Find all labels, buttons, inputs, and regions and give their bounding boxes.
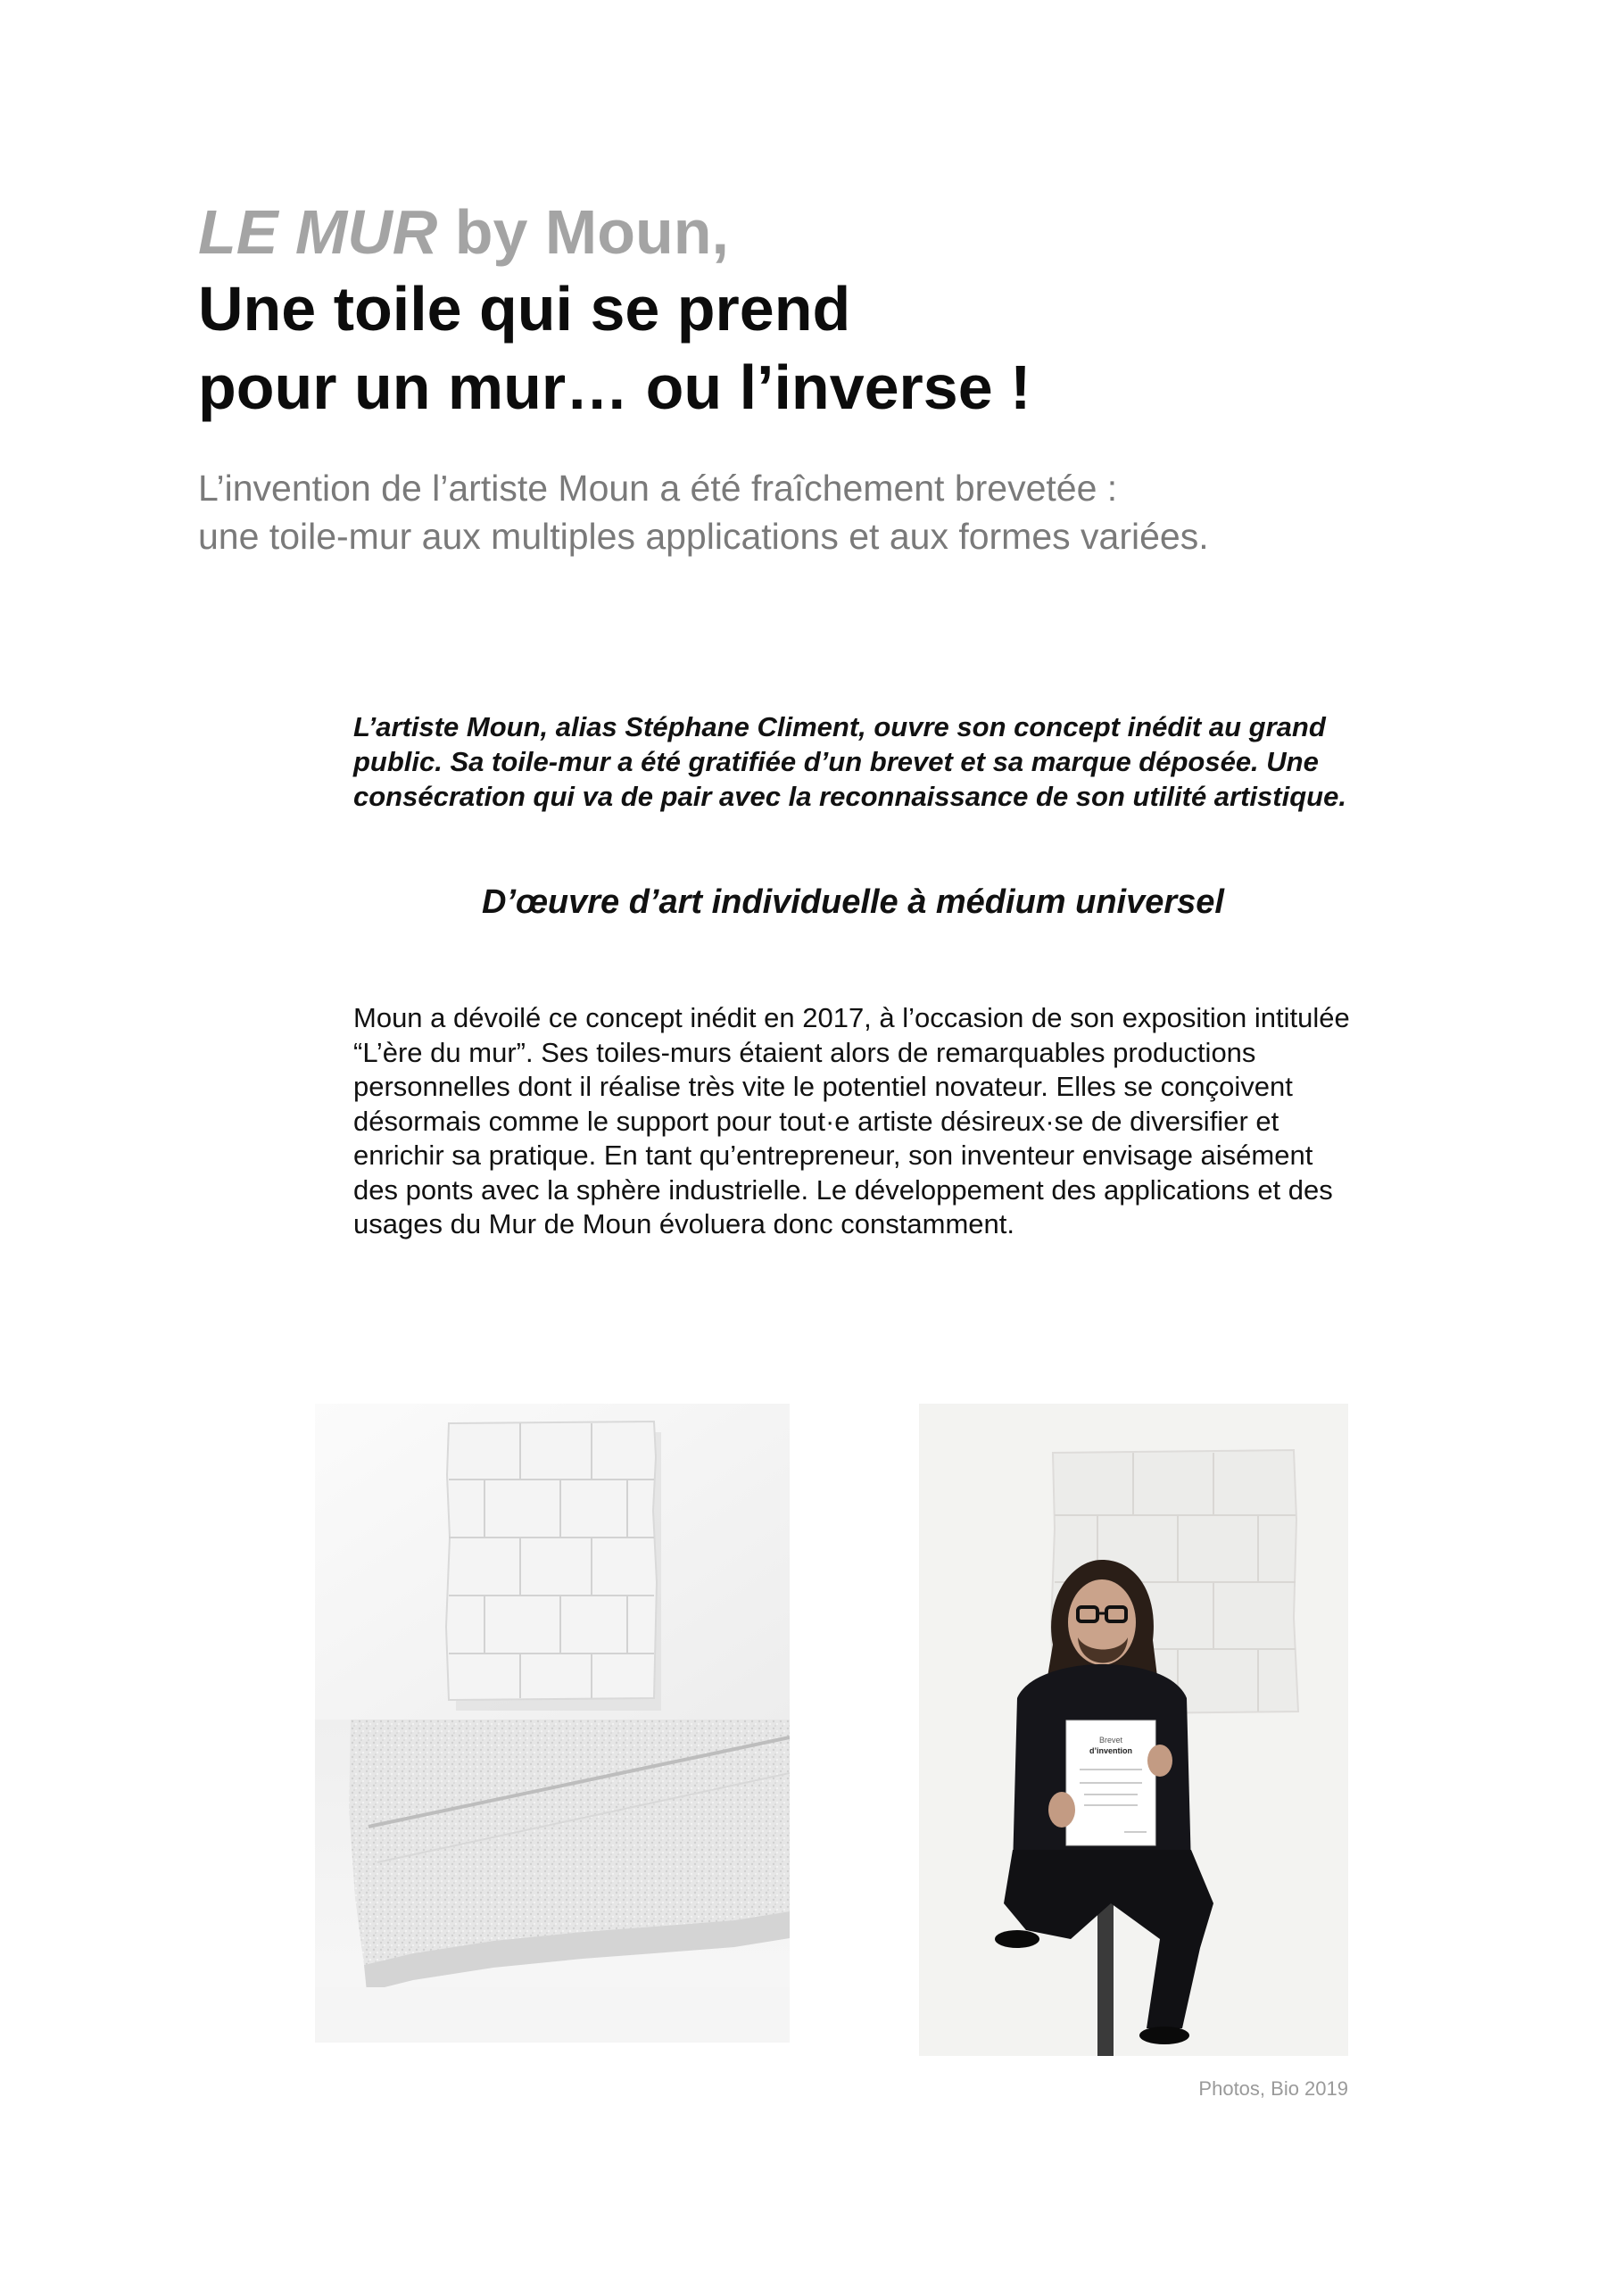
artwork-vertical-image [315,1404,790,1720]
certificate-heading-2: d’invention [1089,1746,1132,1755]
artwork-photo-vertical [315,1404,790,1720]
artwork-closeup-image [315,1720,790,2043]
body-paragraph: Moun a dévoilé ce concept inédit en 2017, à l’occasion de son exposition intitulée “L’ère du mur”. Ses toiles-murs étaient alors de remarquables productions personnelles dont il réalise très vite le potentiel novateur. Elles se conçoivent désormais comme le support pour tout·e artiste désireux·se de diversifier et enrichir sa pratique. En tant qu’entrepreneur, son inventeur envisage aisément des ponts avec la sphère industrielle. Le développement des applications et des usages du Mur de Moun évoluera donc constamment. [353,1002,1350,1239]
subtitle [198,464,1447,560]
title-byline: by Moun, [437,197,729,267]
subtitle-line-2: une toile-mur aux multiples applications et aux formes variées. [198,516,1209,557]
artist-portrait-image [919,1404,1348,2056]
title-line-3: pour un mur… ou l’inverse ! [198,352,1031,422]
subtitle-line-1: L’invention de l’artiste Moun a été fraîchement brevetée : [198,468,1118,509]
artwork-photo-closeup [315,1720,790,2043]
title-block [198,195,1447,427]
certificate-heading-1: Brevet [1098,1736,1123,1745]
title-brand: LE MUR [198,197,438,267]
photo-caption: Photos, Bio 2019 [1198,2077,1348,2100]
title-line-2: Une toile qui se prend [198,274,851,344]
title-line-1 [198,195,1447,269]
artist-portrait-photo [919,1404,1348,2056]
intro-paragraph: L’artiste Moun, alias Stéphane Climent, ouvre son concept inédit au grand public. Sa toile-mur a été gratifiée d’un brevet et sa marque déposée. Une consécration qui va de pair avec la reconnaissance de son utilité artistique. [353,711,1346,812]
section-heading: D’œuvre d’art individuelle à médium universel [482,883,1224,921]
